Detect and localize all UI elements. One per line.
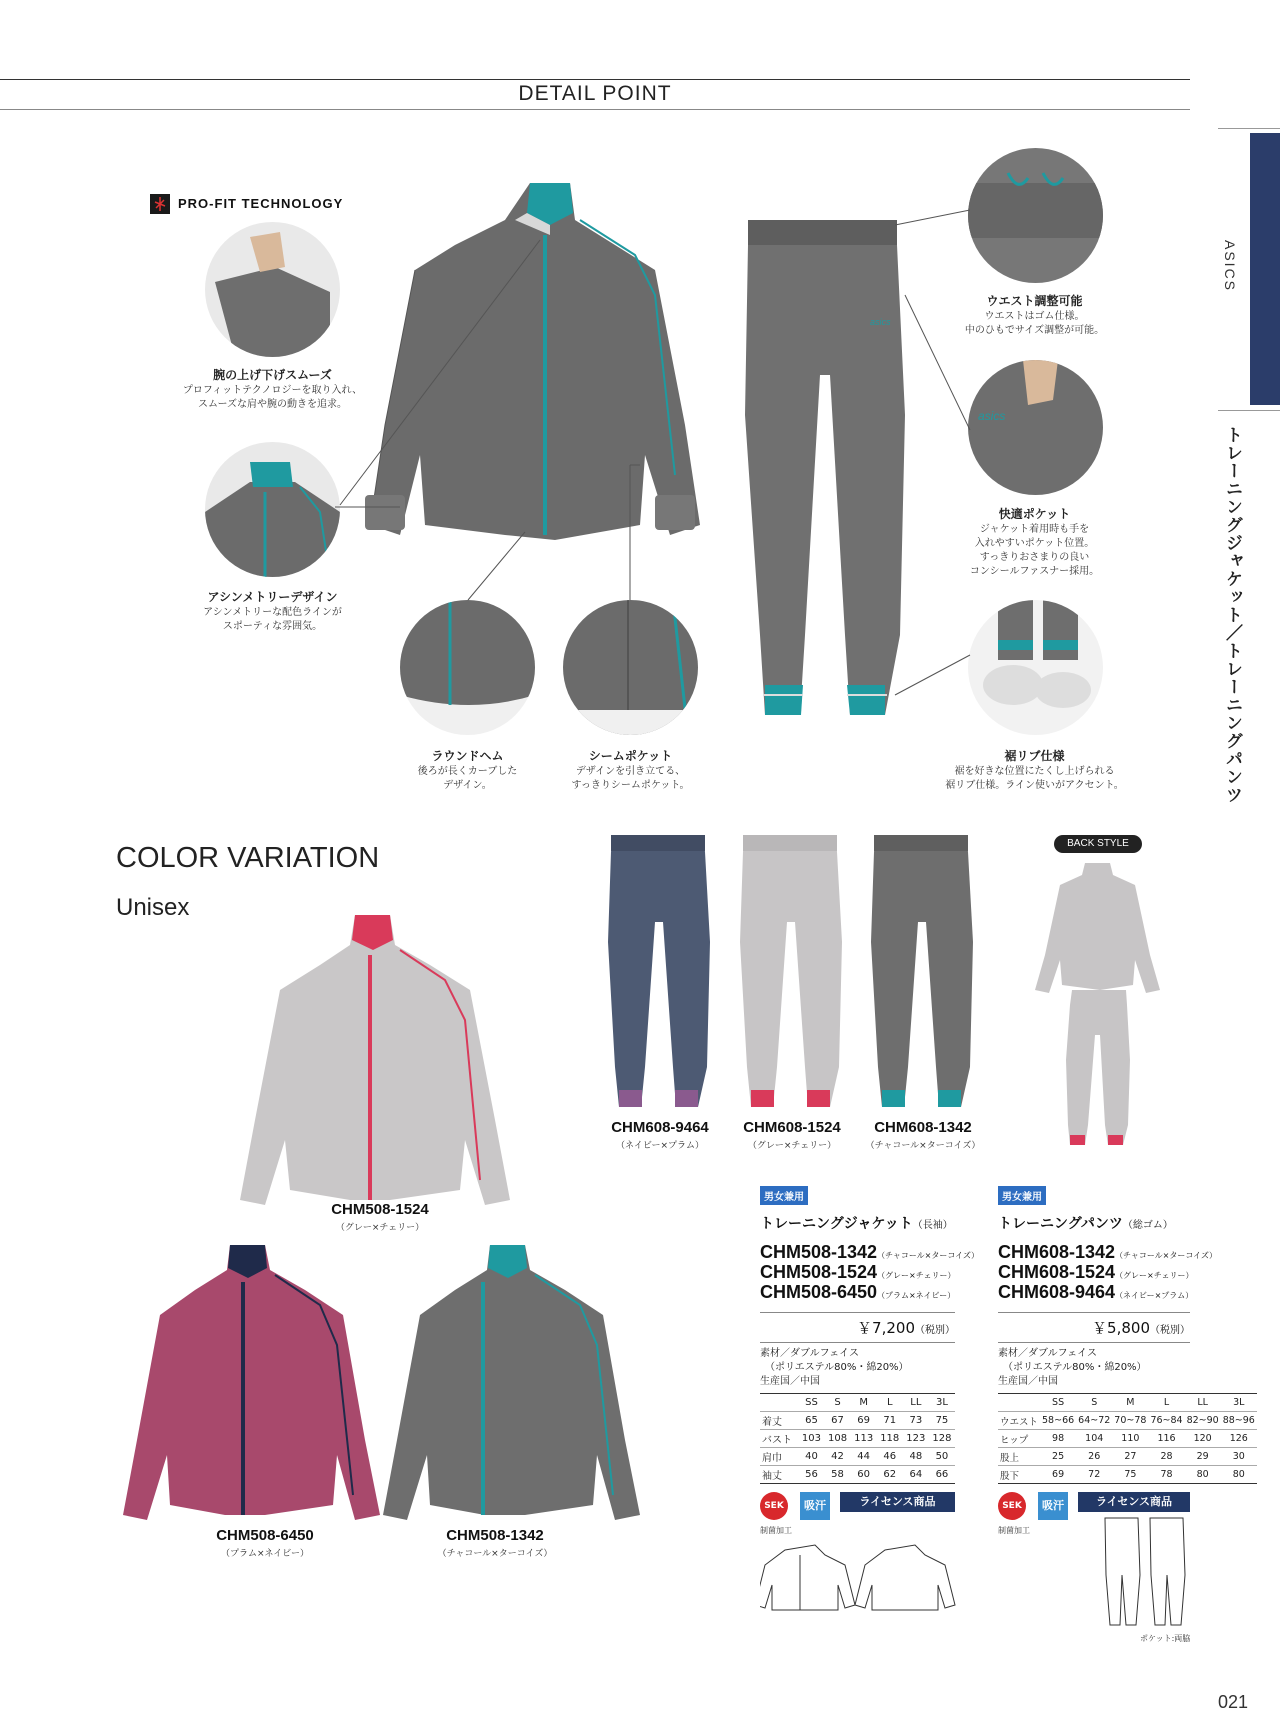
jacket-size-cell: 56 [798, 1466, 824, 1484]
pants-spec-rule [998, 1312, 1190, 1313]
jacket-size-cell: 123 [903, 1430, 929, 1448]
jacket-sek-caption: 制菌加工 [760, 1526, 792, 1535]
pants-size-cell: 78 [1148, 1466, 1184, 1484]
jacket-license-badge: ライセンス商品 [840, 1492, 955, 1512]
color-code-pants-1524: CHM608-1524 [743, 1119, 841, 1136]
jacket-size-header-cell: SS [798, 1394, 824, 1412]
jacket-size-cell: 65 [798, 1412, 824, 1430]
pants-spec-code-2: CHM608-1524（グレー×チェリー） [998, 1262, 1194, 1282]
jacket-size-row-label: 袖丈 [760, 1466, 798, 1484]
detail-pocket-body: ジャケット着用時も手を 入れやすいポケット位置。 すっきりおさまりの良い コンシールファスナー採用。 [969, 524, 1100, 577]
jacket-size-header-row [760, 1394, 955, 1412]
color-name-jacket-1342: （チャコール×ターコイズ） [437, 1549, 553, 1559]
pants-size-cell: 28 [1148, 1448, 1184, 1466]
color-name-jacket-6450: （プラム×ネイビー） [221, 1549, 309, 1559]
color-name-pants-9464: （ネイビー×プラム） [616, 1141, 704, 1151]
jacket-size-cell: 108 [825, 1430, 851, 1448]
color-name-pants-1524: （グレー×チェリー） [747, 1141, 837, 1151]
detail-pocket-title: 快適ポケット [998, 507, 1071, 521]
detail-hem-title: ラウンドヘム [431, 749, 504, 763]
jacket-size-cell: 64 [903, 1466, 929, 1484]
pants-unisex-badge: 男女兼用 [998, 1186, 1046, 1205]
profit-logo-text: PRO-FIT TECHNOLOGY [178, 196, 344, 211]
page-header-title: DETAIL POINT [518, 82, 672, 105]
jacket-size-header-cell: LL [903, 1394, 929, 1412]
pants-size-cell: 58~66 [1040, 1412, 1076, 1430]
pants-size-row [998, 1412, 1257, 1430]
jacket-size-row [760, 1412, 955, 1430]
side-brand-label: ASICS [1222, 240, 1238, 293]
pants-size-cell: 26 [1076, 1448, 1112, 1466]
jacket-size-row-label: 着丈 [760, 1412, 798, 1430]
jacket-size-table [760, 1393, 955, 1484]
pants-spec-code-3: CHM608-9464（ネイビー×プラム） [998, 1282, 1194, 1302]
pants-size-cell: 76~84 [1148, 1412, 1184, 1430]
pants-size-cell: 75 [1112, 1466, 1148, 1484]
jacket-size-cell: 69 [851, 1412, 877, 1430]
detail-asym-body: アシンメトリーな配色ラインが スポーティな雰囲気。 [203, 607, 342, 632]
pants-size-row-label: 股下 [998, 1466, 1040, 1484]
jacket-size-cell: 66 [929, 1466, 955, 1484]
jacket-6450-image [115, 1240, 390, 1525]
jacket-spec-rule [760, 1312, 955, 1313]
detail-arm-title: 腕の上げ下げスムーズ [213, 368, 332, 382]
jacket-size-cell: 67 [825, 1412, 851, 1430]
jacket-size-row-label: バスト [760, 1430, 798, 1448]
jacket-sek-icon: SEK [760, 1492, 788, 1520]
back-style-image [1030, 860, 1165, 1150]
pants-1342-image [866, 832, 981, 1112]
pants-size-row-label: ヒップ [998, 1430, 1040, 1448]
detail-waist-body: ウエストはゴム仕様。 中のひもでサイズ調整が可能。 [964, 311, 1105, 336]
jacket-spec-code-1: CHM508-1342（チャコール×ターコイズ） [760, 1242, 980, 1262]
svg-text:asics: asics [978, 409, 1006, 423]
jacket-size-row [760, 1466, 955, 1484]
color-code-jacket-1342: CHM508-1342 [446, 1527, 544, 1544]
color-code-pants-9464: CHM608-9464 [611, 1119, 709, 1136]
pants-size-cell: 80 [1185, 1466, 1221, 1484]
color-code-pants-1342: CHM608-1342 [874, 1119, 972, 1136]
pants-spec-code-1: CHM608-1342（チャコール×ターコイズ） [998, 1242, 1218, 1262]
pants-size-row [998, 1430, 1257, 1448]
pants-size-header-blank [998, 1394, 1040, 1412]
pants-logo-mark: asics [870, 317, 891, 327]
pants-size-cell: 82~90 [1185, 1412, 1221, 1430]
jacket-unisex-badge: 男女兼用 [760, 1186, 808, 1205]
pants-size-cell: 110 [1112, 1430, 1148, 1448]
pants-size-header-cell: 3L [1221, 1394, 1257, 1412]
pants-size-cell: 120 [1185, 1430, 1221, 1448]
color-name-jacket-1524: （グレー×チェリー） [335, 1223, 425, 1233]
pants-sek-caption: 制菌加工 [998, 1526, 1030, 1535]
jacket-size-cell: 128 [929, 1430, 955, 1448]
pants-size-row-label: ウエスト [998, 1412, 1040, 1430]
detail-arm-body: プロフィットテクノロジーを取り入れ、 スムーズな肩や腕の動きを追求。 [182, 385, 363, 410]
color-variation-subtitle: Unisex [116, 894, 190, 921]
jacket-spec-title: トレーニングジャケット（長袖） [760, 1216, 953, 1232]
pants-sek-icon: SEK [998, 1492, 1026, 1520]
pants-size-header-cell: M [1112, 1394, 1148, 1412]
color-code-jacket-6450: CHM508-6450 [216, 1527, 314, 1544]
detail-rib-body: 裾を好きな位置にたくし上げられる 裾リブ仕様。ライン使いがアクセント。 [945, 766, 1124, 791]
pants-size-cell: 80 [1221, 1466, 1257, 1484]
pants-material: 素材／ダブルフェイス （ポリエステル80%・綿20%） 生産国／中国 [998, 1348, 1147, 1387]
pants-size-cell: 29 [1185, 1448, 1221, 1466]
jacket-size-cell: 40 [798, 1448, 824, 1466]
pants-size-cell: 126 [1221, 1430, 1257, 1448]
pants-size-cell: 70~78 [1112, 1412, 1148, 1430]
jacket-1342-image [375, 1240, 650, 1525]
pants-size-cell: 25 [1040, 1448, 1076, 1466]
pants-size-header-cell: SS [1040, 1394, 1076, 1412]
detail-waist-title: ウエスト調整可能 [986, 294, 1083, 308]
jacket-size-cell: 103 [798, 1430, 824, 1448]
pants-price: ￥5,800（税別） [1092, 1319, 1190, 1337]
jacket-size-cell: 48 [903, 1448, 929, 1466]
jacket-spec-code-2: CHM508-1524（グレー×チェリー） [760, 1262, 956, 1282]
back-style-label: BACK STYLE [1054, 835, 1142, 853]
pants-flat-sketch [1100, 1515, 1190, 1630]
pants-size-table [998, 1393, 1257, 1484]
detail-seam-title: シームポケット [588, 749, 673, 763]
detail-seam-body: デザインを引き立てる、 すっきりシームポケット。 [571, 766, 690, 791]
jacket-size-cell: 71 [877, 1412, 903, 1430]
detail-asym-title: アシンメトリーデザイン [207, 590, 338, 604]
jacket-flat-sketch [760, 1540, 960, 1615]
jacket-material: 素材／ダブルフェイス （ポリエステル80%・綿20%） 生産国／中国 [760, 1348, 909, 1387]
jacket-size-cell: 113 [851, 1430, 877, 1448]
pants-license-badge: ライセンス商品 [1078, 1492, 1190, 1512]
detail-rib-title: 裾リブ仕様 [1004, 749, 1065, 763]
jacket-size-cell: 42 [825, 1448, 851, 1466]
jacket-spec-code-3: CHM508-6450（プラム×ネイビー） [760, 1282, 956, 1302]
jacket-size-cell: 50 [929, 1448, 955, 1466]
color-name-pants-1342: （チャコール×ターコイズ） [865, 1141, 981, 1151]
pants-size-cell: 64~72 [1076, 1412, 1112, 1430]
pants-size-cell: 27 [1112, 1448, 1148, 1466]
jacket-size-cell: 46 [877, 1448, 903, 1466]
jacket-size-header-cell: 3L [929, 1394, 955, 1412]
jacket-price: ￥7,200（税別） [857, 1319, 955, 1337]
pants-size-cell: 88~96 [1221, 1412, 1257, 1430]
pants-size-header-cell: LL [1185, 1394, 1221, 1412]
jacket-size-cell: 62 [877, 1466, 903, 1484]
side-category-label: トレーニングジャケット／トレーニングパンツ [1222, 426, 1242, 804]
pants-size-cell: 104 [1076, 1430, 1112, 1448]
jacket-price-rule [760, 1342, 955, 1343]
jacket-size-header-blank [760, 1394, 798, 1412]
jacket-size-cell: 75 [929, 1412, 955, 1430]
jacket-absorb-badge: 吸汗 [800, 1492, 830, 1520]
pants-absorb-badge: 吸汗 [1038, 1492, 1068, 1520]
pants-size-cell: 72 [1076, 1466, 1112, 1484]
pants-size-header-cell: S [1076, 1394, 1112, 1412]
jacket-size-cell: 73 [903, 1412, 929, 1430]
jacket-size-cell: 60 [851, 1466, 877, 1484]
pants-1524-image [735, 832, 850, 1112]
detail-hem-body: 後ろが長くカーブした デザイン。 [417, 766, 518, 791]
pants-pocket-note: ポケット:両脇 [1140, 1634, 1191, 1643]
pants-size-cell: 98 [1040, 1430, 1076, 1448]
color-variation-title: COLOR VARIATION [116, 842, 380, 874]
jacket-size-cell: 118 [877, 1430, 903, 1448]
page-number: 021 [1218, 1692, 1249, 1712]
pants-size-row [998, 1448, 1257, 1466]
jacket-size-header-cell: L [877, 1394, 903, 1412]
jacket-size-row [760, 1448, 955, 1466]
pants-size-header-cell: L [1148, 1394, 1184, 1412]
jacket-size-cell: 58 [825, 1466, 851, 1484]
pants-size-cell: 69 [1040, 1466, 1076, 1484]
jacket-size-header-cell: S [825, 1394, 851, 1412]
pants-size-header-row [998, 1394, 1257, 1412]
jacket-size-cell: 44 [851, 1448, 877, 1466]
pants-9464-image [603, 832, 718, 1112]
jacket-1524-image [230, 910, 530, 1210]
pants-spec-title: トレーニングパンツ（総ゴム） [998, 1216, 1173, 1232]
pants-price-rule [998, 1342, 1190, 1343]
jacket-size-row-label: 肩巾 [760, 1448, 798, 1466]
pants-size-row [998, 1466, 1257, 1484]
color-code-jacket-1524: CHM508-1524 [331, 1201, 429, 1218]
pants-size-row-label: 股上 [998, 1448, 1040, 1466]
jacket-size-header-cell: M [851, 1394, 877, 1412]
pants-size-cell: 116 [1148, 1430, 1184, 1448]
pants-size-cell: 30 [1221, 1448, 1257, 1466]
jacket-size-row [760, 1430, 955, 1448]
